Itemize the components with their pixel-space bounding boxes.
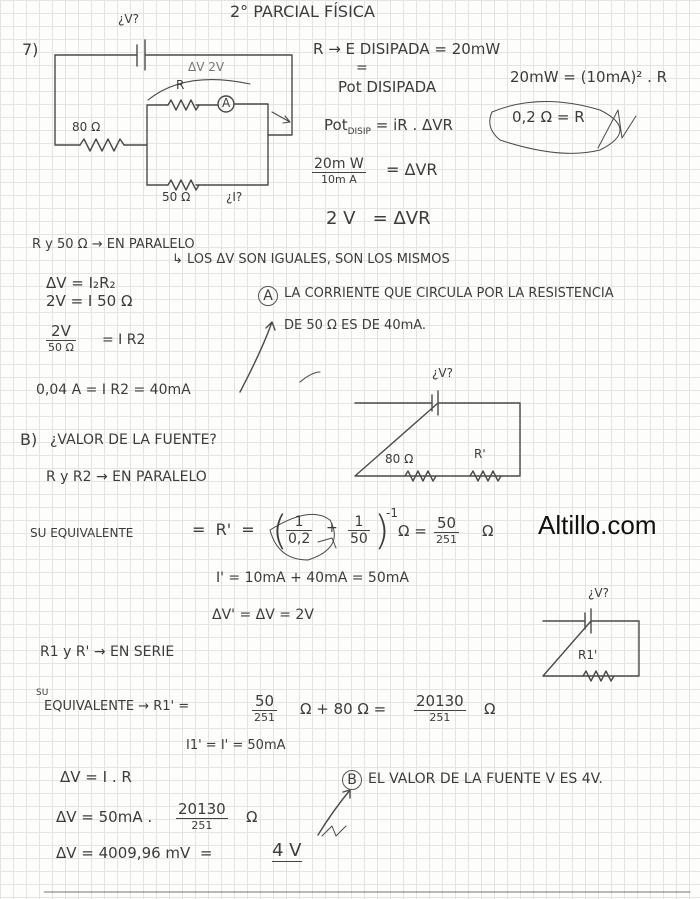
circuit-diagram-1 (55, 40, 292, 190)
power-fraction-num: 20m W (314, 156, 364, 172)
omega-2: Ω (482, 522, 494, 540)
plus-sign: + (326, 520, 338, 536)
frac-3-den: 251 (436, 533, 457, 546)
arrow-to-answer-a (240, 322, 275, 392)
frac-3-num: 50 (434, 514, 459, 533)
power-eq-line1: R → E DISIPADA = 20mW (313, 40, 501, 58)
part-a-eq2: 2V = I 50 Ω (46, 292, 133, 310)
resistor-50 (168, 180, 199, 190)
final-eq: ΔV = 4009,96 mV = (56, 844, 213, 862)
equiv-eq: = R' = (192, 520, 255, 539)
final-answer: 4 V (272, 840, 302, 861)
v-lhs: ΔV = 50mA . (56, 808, 153, 826)
frac-e2b-den: 251 (429, 711, 451, 724)
pot-symbol: Pot (324, 116, 348, 134)
part-a-line2: ↳ LOS ΔV SON IGUALES, SON LOS MISMOS (172, 252, 450, 267)
answer-b-marker: B (342, 770, 362, 790)
frac-2-num: 1 (348, 514, 370, 531)
pot-disip-eq (324, 116, 453, 137)
frac-e2-den: 251 (254, 711, 275, 724)
ohm-law: ΔV = I . R (60, 768, 132, 786)
frac-50-over-251 (434, 514, 459, 546)
circuit2-rprime-label: R' (474, 447, 486, 461)
part-a-fraction (46, 322, 76, 354)
part-a-fraction-den: 50 Ω (48, 341, 74, 354)
open-paren: ( (272, 508, 288, 554)
checkmark-scribble (598, 110, 636, 148)
part-a-eq4: 0,04 A = I R2 = 40mA (36, 382, 191, 398)
part-a-fraction-rhs: = I R2 (102, 332, 146, 348)
su-label: SU (36, 688, 49, 698)
part-b-marker: B) (20, 430, 38, 449)
answer-a-line2: DE 50 Ω ES DE 40mA. (284, 318, 427, 333)
equiv2-label: EQUIVALENTE → R1' = (44, 699, 190, 714)
answer-b: EL VALOR DE LA FUENTE V ES 4V. (368, 771, 603, 787)
answer-a-marker: A (258, 286, 278, 306)
e2-mid: Ω + 80 Ω = (300, 700, 387, 718)
circuit1-dv-label: ΔV 2V (188, 60, 225, 74)
i-line: I1' = I' = 50mA (186, 738, 286, 753)
frac-e2-num: 50 (252, 692, 277, 711)
frac-e2b-num: 20130 (416, 692, 464, 710)
power-fraction-rhs: = ΔVR (386, 160, 438, 179)
frac-e2 (252, 692, 277, 724)
arrow-to-answer-b (318, 790, 350, 835)
circuit-diagram-2 (355, 391, 520, 481)
watermark: Altillo.com (538, 510, 657, 540)
circuit1-r-label: R (176, 78, 185, 92)
close-paren: ) (374, 508, 390, 554)
part-a-eq1: ΔV = I₂R₂ (46, 274, 116, 292)
circuit1-r1-label: 80 Ω (72, 120, 101, 134)
v-fraction-den: 251 (191, 819, 213, 832)
power-fraction (312, 156, 366, 186)
part-b-line1: R y R2 → EN PARALELO (46, 469, 207, 485)
circuit3-source-label: ¿V? (588, 586, 609, 600)
frac-1-over-50 (348, 514, 370, 547)
series-line: R1 y R' → EN SERIE (40, 644, 175, 660)
ammeter-label: A (222, 96, 231, 110)
circuit-diagram-3 (543, 609, 639, 681)
current-sum: I' = 10mA + 40mA = 50mA (216, 570, 409, 586)
part-a-fraction-num: 2V (46, 322, 76, 341)
frac-1-over-02 (286, 514, 312, 547)
frac-1-num: 1 (286, 514, 312, 531)
pot-rhs: = iR . ΔVR (375, 116, 453, 134)
side-eq-line2: 0,2 Ω = R (512, 108, 585, 126)
part-a-line1: R y 50 Ω → EN PARALELO (32, 237, 195, 252)
equiv-label: SU EQUIVALENTE (30, 526, 134, 540)
frac-1-den: 0,2 (288, 531, 311, 547)
frac-2-den: 50 (350, 531, 368, 547)
circuit2-r1-label: 80 Ω (385, 452, 414, 466)
resistor-80 (80, 139, 124, 151)
v-fraction-num: 20130 (178, 800, 226, 818)
pot-subscript: DISIP (347, 127, 371, 137)
e2-end: Ω (484, 700, 496, 718)
answer-a-line1: LA CORRIENTE QUE CIRCULA POR LA RESISTENCIA (284, 286, 614, 301)
circuit1-source-label: ¿V? (118, 12, 139, 26)
part-b-question: ¿VALOR DE LA FUENTE? (50, 432, 217, 448)
circuit2-source-label: ¿V? (432, 366, 453, 380)
power-eq-equals: = (356, 60, 368, 76)
power-fraction-den: 10m A (321, 173, 357, 186)
circuit1-r2-label: 50 Ω (162, 190, 191, 204)
dv-result: 2 V = ΔVR (326, 208, 431, 229)
side-eq-line1: 20mW = (10mA)² . R (510, 68, 668, 86)
v-fraction (176, 800, 228, 832)
power-eq-line3: Pot DISIPADA (338, 78, 437, 96)
battery-symbol (137, 40, 145, 70)
omega-equals: Ω = (398, 522, 427, 540)
v-unit: Ω (246, 808, 258, 826)
circuit3-r-label: R1' (578, 648, 598, 662)
frac-e2b (414, 692, 466, 724)
problem-number: 7) (22, 40, 39, 59)
dv-equal: ΔV' = ΔV = 2V (212, 607, 314, 623)
resistor-r (168, 100, 199, 110)
exponent: -1 (386, 506, 398, 520)
circuit1-i2-label: ¿I? (226, 190, 243, 204)
page-title: 2° PARCIAL FÍSICA (230, 2, 375, 21)
